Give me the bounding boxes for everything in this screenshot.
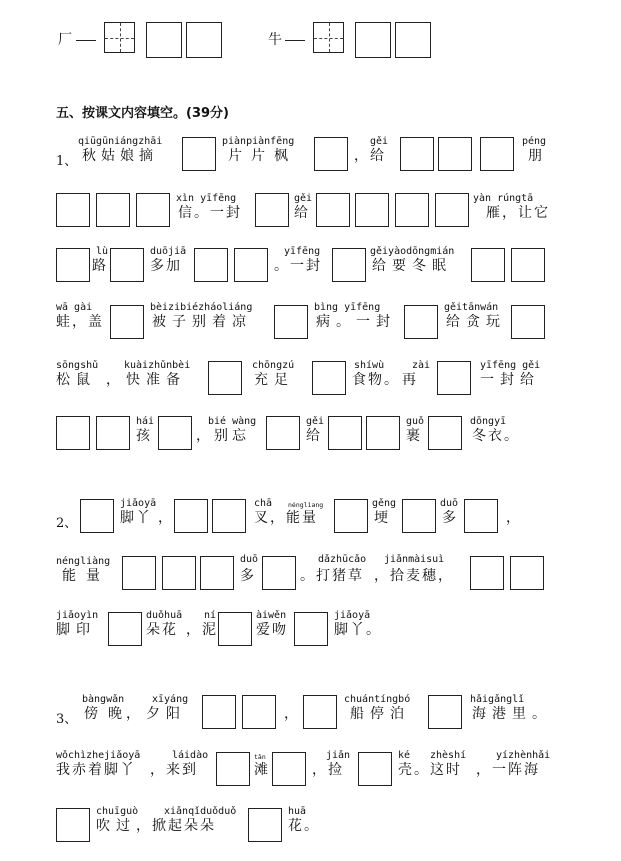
answer-box[interactable]: [438, 137, 472, 171]
q1-l4-text-c: 病。一封: [316, 314, 396, 330]
q3-l3-text-a: 吹过: [96, 818, 136, 834]
answer-box[interactable]: [216, 752, 250, 786]
answer-box[interactable]: [96, 193, 130, 227]
q3-l1-pinyin-e: hǎigǎnglǐ: [470, 694, 525, 705]
q1-number: 1、: [56, 154, 78, 169]
q3-l1-comma: ，: [284, 706, 300, 722]
answer-box[interactable]: [464, 499, 498, 533]
answer-box[interactable]: [56, 808, 90, 842]
answer-box[interactable]: [511, 305, 545, 339]
answer-box[interactable]: [136, 193, 170, 227]
tian-grid-2[interactable]: [313, 22, 344, 53]
answer-box[interactable]: [435, 193, 469, 227]
q2-l2-pinyin-b: duō: [240, 554, 259, 565]
answer-box[interactable]: [158, 416, 192, 450]
q1-l2-text-a: 信。一封: [178, 205, 242, 221]
top-left-char: 厂: [58, 32, 74, 48]
q1-l5-pinyin-b: kuàizhǔnbèi: [124, 360, 191, 371]
q2-l1-pinyin-c: nénglìang: [288, 501, 324, 509]
answer-box[interactable]: [303, 695, 337, 729]
answer-box[interactable]: [358, 752, 392, 786]
answer-box[interactable]: [56, 193, 90, 227]
answer-box[interactable]: [234, 248, 268, 282]
q3-l2-text-b: ，来到: [150, 762, 198, 778]
answer-box[interactable]: [212, 499, 246, 533]
answer-box[interactable]: [186, 22, 222, 58]
q3-l1-pinyin-d: chuántíngbó: [344, 694, 411, 705]
answer-box[interactable]: [272, 752, 306, 786]
q3-l2-text-a: 我赤着脚丫: [56, 762, 136, 778]
tian-grid-1[interactable]: [104, 22, 135, 53]
q1-l2-pinyin-c: yàn rúngtā: [473, 193, 534, 204]
answer-box[interactable]: [402, 499, 436, 533]
q1-l5-pinyin-f: yīfēng gěi: [480, 360, 541, 371]
q1-l6-text-b: ，别忘: [196, 428, 250, 444]
q2-l3-pinyin-b: duǒhuā: [146, 610, 183, 621]
q1-l1-pinyin-b: piànpiànfēng: [222, 136, 295, 147]
q1-l1-pinyin-a: qiūgūniángzhāi: [78, 136, 163, 147]
q1-l4-pinyin-a: wā gài: [56, 302, 93, 313]
answer-box[interactable]: [200, 556, 234, 590]
answer-box[interactable]: [56, 248, 90, 282]
q3-l2-text-c: 滩: [254, 762, 270, 778]
q1-l5-text-c: 充足: [254, 372, 294, 388]
answer-box[interactable]: [428, 695, 462, 729]
answer-box[interactable]: [404, 305, 438, 339]
q2-l2-pinyin-c: dǎzhūcǎo: [318, 554, 367, 565]
q1-l5-pinyin-a: sōngshǔ: [56, 360, 99, 371]
q1-l2-pinyin-a: xìn yīfēng: [176, 193, 237, 204]
q1-l3-text-c: 。一封: [274, 258, 322, 274]
q3-l2-pinyin-b: láidào: [172, 750, 209, 761]
q2-l3-pinyin-c: ní: [204, 610, 217, 621]
q1-l3-text-b: 多加: [150, 258, 182, 274]
q2-l3-text-a: 脚印: [56, 622, 96, 638]
q1-l6-pinyin-b: bié wàng: [208, 416, 257, 427]
q2-l3-text-c: ，泥: [186, 622, 218, 638]
q2-l1-end-comma: ，: [506, 510, 522, 526]
q2-l2-text-a: 能量: [62, 568, 110, 584]
answer-box[interactable]: [162, 556, 196, 590]
answer-box[interactable]: [202, 695, 236, 729]
answer-box[interactable]: [332, 248, 366, 282]
q1-l2-text-b: 给: [294, 205, 310, 221]
q1-l6-text-a: 孩: [136, 428, 152, 444]
answer-box[interactable]: [470, 556, 504, 590]
answer-box[interactable]: [96, 416, 130, 450]
answer-box[interactable]: [294, 612, 328, 646]
q3-number: 3、: [56, 712, 78, 727]
answer-box[interactable]: [334, 499, 368, 533]
q1-l4-pinyin-c: bìng yīfēng: [314, 302, 381, 313]
q2-l1-text-a: 脚丫: [120, 510, 152, 526]
answer-box[interactable]: [511, 248, 545, 282]
q2-l2-text-d: ，拾麦穗，: [374, 568, 454, 584]
q1-l6-text-d: 裹: [406, 428, 422, 444]
answer-box[interactable]: [471, 248, 505, 282]
q3-l2-pinyin-g: yízhènhǎi: [496, 750, 551, 761]
q1-l4-pinyin-d: gěitānwán: [444, 302, 499, 313]
q1-l4-text-d: 给贪玩: [446, 314, 506, 330]
q1-l1-pinyin-c: gěi: [370, 136, 389, 147]
answer-box[interactable]: [242, 695, 276, 729]
q1-l3-pinyin-c: yīfēng: [284, 246, 321, 257]
q1-l5-pinyin-e: zài: [412, 360, 431, 371]
q1-l6-text-e: 冬衣。: [472, 428, 520, 444]
answer-box[interactable]: [395, 193, 429, 227]
q1-l6-text-c: 给: [306, 428, 322, 444]
q1-l1-pinyin-d: péng: [522, 136, 547, 147]
answer-box[interactable]: [266, 416, 300, 450]
q1-l1-text-a: 秋姑娘摘: [82, 148, 158, 164]
q2-l1-text-c: ，能量: [270, 510, 318, 526]
q1-l5-text-d: 食物: [352, 372, 384, 388]
answer-box[interactable]: [108, 612, 142, 646]
q3-l2-pinyin-e: ké: [398, 750, 411, 761]
q1-l5-text-a: 松鼠: [56, 372, 96, 388]
answer-box[interactable]: [428, 416, 462, 450]
top-right-char: 牛: [268, 32, 284, 48]
top-left-dash: [76, 40, 96, 41]
q2-l3-text-d: 爱吻: [256, 622, 288, 638]
answer-box[interactable]: [395, 22, 431, 58]
answer-box[interactable]: [174, 499, 208, 533]
q1-l3-text-a: 路: [92, 258, 108, 274]
answer-box[interactable]: [248, 808, 282, 842]
q3-l2-pinyin-f: zhèshí: [430, 750, 467, 761]
q3-l3-pinyin-b: xiǎnqǐduǒduǒ: [164, 806, 237, 817]
q1-l5-text-f: 一封给: [480, 372, 540, 388]
q3-l2-text-d: ，捡: [312, 762, 344, 778]
section-heading: 五、按课文内容填空。(39分): [56, 106, 229, 121]
q3-l2-text-e: 壳: [398, 762, 414, 778]
answer-box[interactable]: [480, 137, 514, 171]
q2-l1-text-d: 埂: [374, 510, 390, 526]
answer-box[interactable]: [400, 137, 434, 171]
q1-l5-pinyin-d: shíwù: [354, 360, 385, 371]
q3-l1-pinyin-a: bàngwǎn: [82, 694, 125, 705]
answer-box[interactable]: [316, 193, 350, 227]
q2-l3-text-e: 脚丫。: [334, 622, 382, 638]
answer-box[interactable]: [255, 193, 289, 227]
q1-l5-text-b: ，快准备: [106, 372, 186, 388]
q1-l6-pinyin-c: gěi: [306, 416, 325, 427]
q1-l6-pinyin-e: dōngyī: [470, 416, 507, 427]
q1-l2-pinyin-b: gěi: [294, 193, 313, 204]
q1-l1-text-c: ，给: [354, 148, 386, 164]
top-right-dash: [285, 40, 305, 41]
q2-l1-pinyin-a: jiǎoyā: [120, 498, 157, 509]
q1-l5-pinyin-c: chōngzú: [252, 360, 295, 371]
q2-l3-pinyin-a: jiǎoyìn: [56, 610, 99, 621]
q3-l3-pinyin-c: huā: [288, 806, 307, 817]
q1-l1-text-d: 朋: [528, 148, 544, 164]
q3-l1-text-b: ，夕阳: [126, 706, 186, 722]
q1-l3-pinyin-a: lù: [96, 246, 109, 257]
answer-box[interactable]: [182, 137, 216, 171]
q2-l2-text-b: 多: [240, 568, 256, 584]
q2-l1-comma: ，: [158, 510, 174, 526]
answer-box[interactable]: [312, 361, 346, 395]
answer-box[interactable]: [110, 248, 144, 282]
q2-l3-pinyin-e: jiǎoyā: [334, 610, 371, 621]
q3-l2-text-f: 。这时: [414, 762, 462, 778]
q3-l1-text-e: 海港里。: [472, 706, 552, 722]
q2-l2-pinyin-a: néngliàng: [56, 556, 111, 567]
q1-l3-text-d: 给要冬眠: [372, 258, 452, 274]
q2-l1-text-b2: 叉: [254, 510, 270, 526]
q2-l3-pinyin-d: àiwěn: [256, 610, 287, 621]
q2-l1-pinyin-e: duō: [440, 498, 459, 509]
q1-l5-text-e: 。再: [384, 372, 420, 388]
q2-l1-pinyin-b: chā: [254, 498, 273, 509]
answer-box[interactable]: [80, 499, 114, 533]
answer-box[interactable]: [110, 305, 144, 339]
answer-box[interactable]: [355, 22, 391, 58]
q3-l3-text-c: 花。: [288, 818, 320, 834]
answer-box[interactable]: [122, 556, 156, 590]
q1-l2-text-c: 雁，让它: [486, 205, 550, 221]
answer-box[interactable]: [510, 556, 544, 590]
q1-l3-pinyin-b: duōjiā: [150, 246, 187, 257]
answer-box[interactable]: [355, 193, 389, 227]
q2-l1-text-e: 多: [442, 510, 458, 526]
q1-l6-pinyin-d: guǒ: [406, 416, 425, 427]
q3-l2-text-g: ，一阵海: [476, 762, 540, 778]
answer-box[interactable]: [314, 137, 348, 171]
q3-l1-pinyin-b: xīyáng: [152, 694, 189, 705]
answer-box[interactable]: [208, 361, 242, 395]
answer-box[interactable]: [262, 556, 296, 590]
answer-box[interactable]: [218, 612, 252, 646]
q2-l2-text-c: 。打猪草: [300, 568, 364, 584]
q1-l3-pinyin-d: gěiyàodōngmián: [370, 246, 455, 257]
q3-l3-text-b: ，掀起朵朵: [136, 818, 216, 834]
answer-box[interactable]: [366, 416, 400, 450]
q3-l1-text-a: 傍晚: [84, 706, 132, 722]
answer-box[interactable]: [56, 416, 90, 450]
q3-l2-pinyin-d: jiǎn: [326, 750, 351, 761]
q3-l2-pinyin-c: tān: [254, 753, 266, 761]
answer-box[interactable]: [328, 416, 362, 450]
q3-l1-text-d: 船停泊: [350, 706, 410, 722]
q2-number: 2、: [56, 516, 78, 531]
q2-l3-text-b: 朵花: [146, 622, 178, 638]
q3-l3-pinyin-a: chuīguò: [96, 806, 139, 817]
q1-l4-text-a: 蛙，盖: [56, 314, 104, 330]
q1-l4-pinyin-b: bèizibiézháoliáng: [150, 302, 253, 313]
answer-box[interactable]: [274, 305, 308, 339]
answer-box[interactable]: [146, 22, 182, 58]
answer-box[interactable]: [194, 248, 228, 282]
answer-box[interactable]: [437, 361, 471, 395]
q2-l1-pinyin-d: gěng: [372, 498, 397, 509]
q1-l1-text-b: 片片枫: [228, 148, 297, 164]
q1-l6-pinyin-a: hái: [136, 416, 155, 427]
q3-l2-pinyin-a: wǒchìzhejiǎoyā: [56, 750, 141, 761]
q2-l2-pinyin-d: jiǎnmàisuì: [384, 554, 445, 565]
q1-l4-text-b: 被子别着凉: [152, 314, 252, 330]
